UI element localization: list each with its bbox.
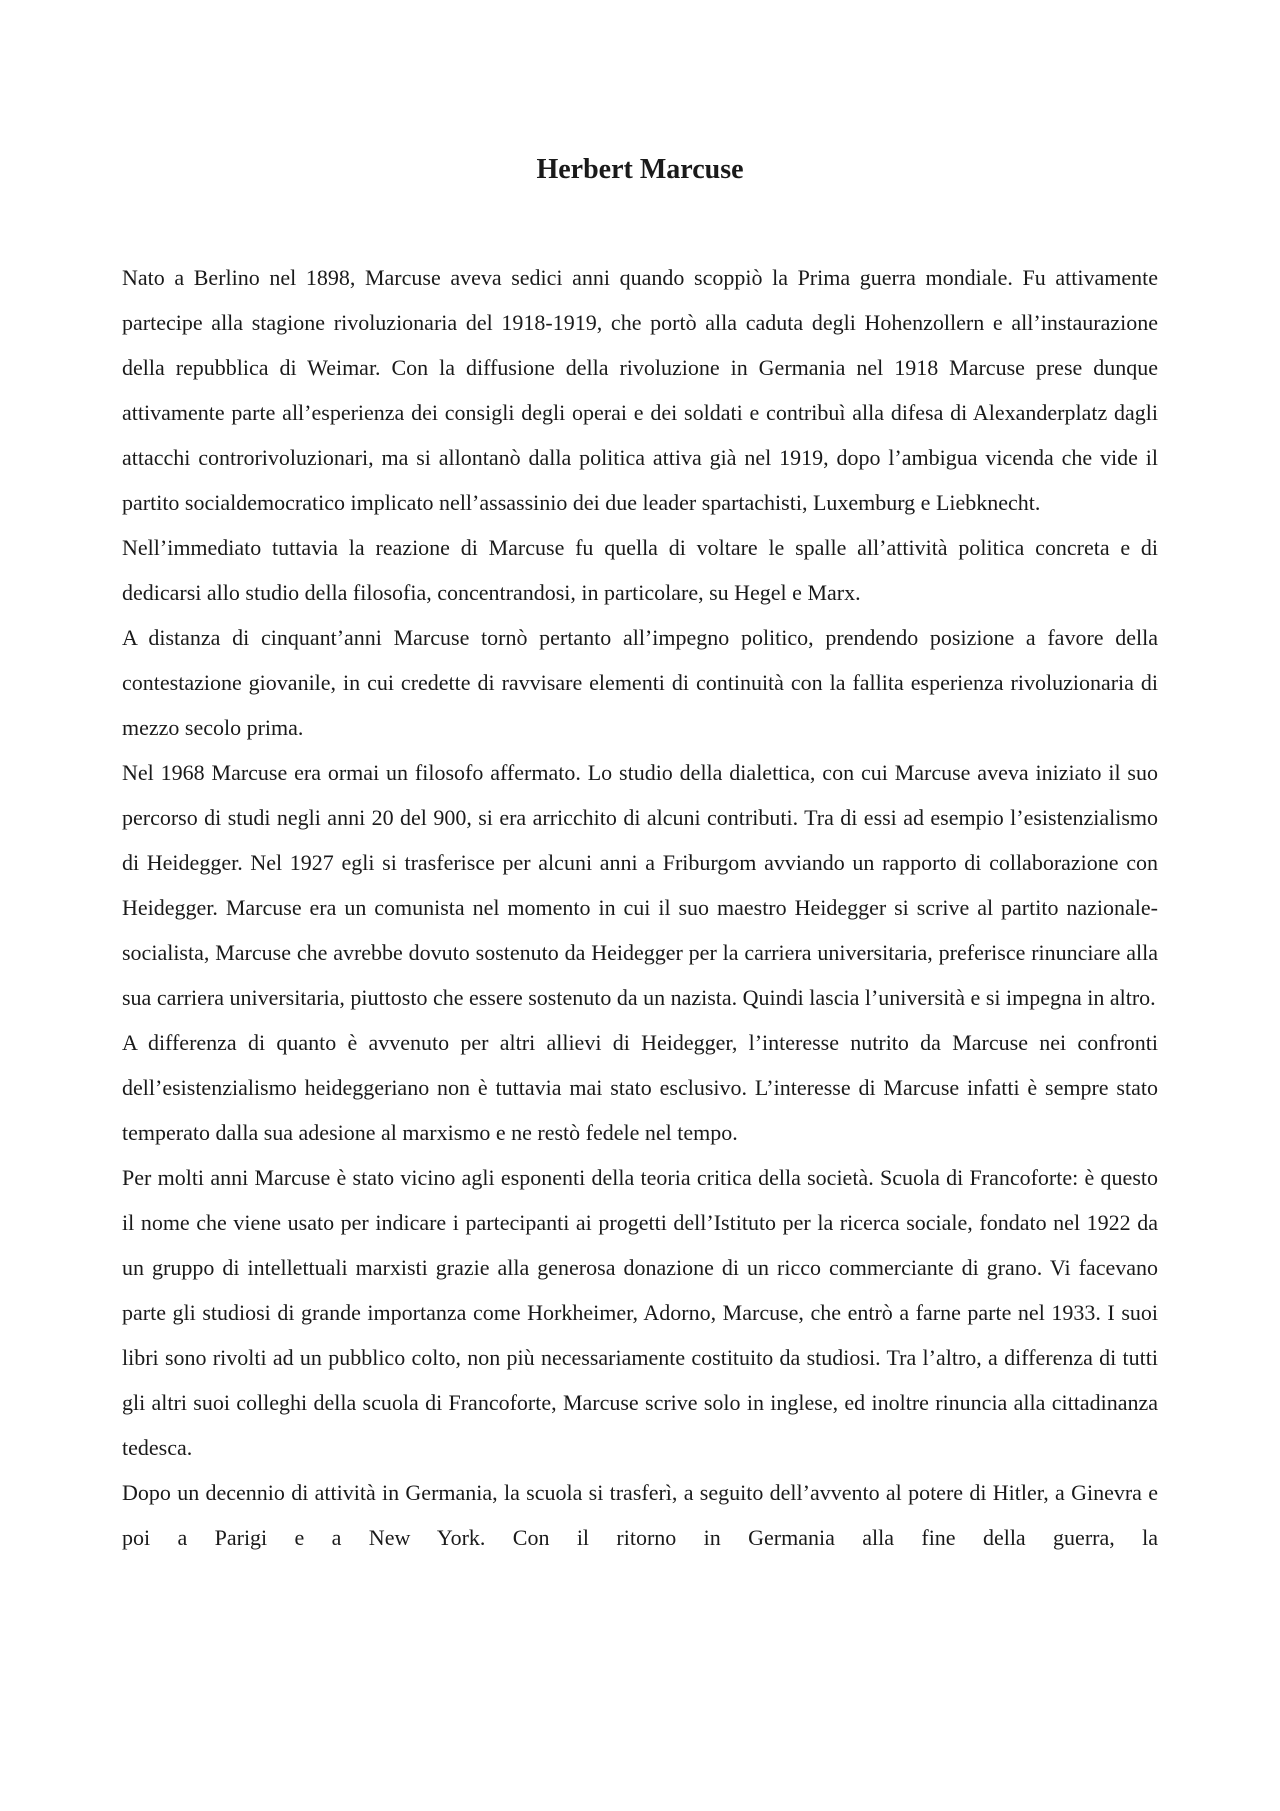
paragraph-4: Nel 1968 Marcuse era ormai un filosofo affermato. Lo studio della dialettica, con cui Marcuse aveva iniziato il suo percorso di studi negli anni 20 del 900, si era arricchito di alcuni contributi. Tra di essi ad esempio l’esistenzialismo di Heidegger. Nel 1927 egli si trasferisce per alcuni anni a Friburgom avviando un rapporto di collaborazione con Heidegger. Marcuse era un comunista nel momento in cui il suo maestro Heidegger si scrive al partito nazionale-socialista, Marcuse che avrebbe dovuto sostenuto da Heidegger per la carriera universitaria, preferisce rinunciare alla sua carriera universitaria, piuttosto che essere sostenuto da un nazista. Quindi lascia l’università e si impegna in altro. <box>122 760 1158 1010</box>
paragraph-6: Per molti anni Marcuse è stato vicino agli esponenti della teoria critica della società. Scuola di Francoforte: è questo il nome che viene usato per indicare i partecipanti ai progetti dell’Istituto per la ricerca sociale, fondato nel 1922 da un gruppo di intellettuali marxisti grazie alla generosa donazione di un ricco commerciante di grano. Vi facevano parte gli studiosi di grande importanza come Horkheimer, Adorno, Marcuse, che entrò a farne parte nel 1933. I suoi libri sono rivolti ad un pubblico colto, non più necessariamente costituito da studiosi. Tra l’altro, a differenza di tutti gli altri suoi colleghi della scuola di Francoforte, Marcuse scrive solo in inglese, ed inoltre rinuncia alla cittadinanza tedesca. <box>122 1165 1158 1460</box>
page-title: Herbert Marcuse <box>536 154 744 185</box>
paragraph-3: A distanza di cinquant’anni Marcuse tornò pertanto all’impegno politico, prendendo posizione a favore della contestazione giovanile, in cui credette di ravvisare elementi di continuità con la fallita esperienza rivoluzionaria di mezzo secolo prima. <box>122 625 1158 740</box>
paragraph-7: Dopo un decennio di attività in Germania, la scuola si trasferì, a seguito dell’avvento al potere di Hitler, a Ginevra e poi a Parigi e a New York. Con il ritorno in Germania alla fine della guerra, la <box>122 1480 1158 1550</box>
document-body <box>122 255 1158 1560</box>
paragraph-2: Nell’immediato tuttavia la reazione di Marcuse fu quella di voltare le spalle all’attività politica concreta e di dedicarsi allo studio della filosofia, concentrandosi, in particolare, su Hegel e Marx. <box>122 535 1158 605</box>
paragraph-5: A differenza di quanto è avvenuto per altri allievi di Heidegger, l’interesse nutrito da Marcuse nei confronti dell’esistenzialismo heideggeriano non è tuttavia mai stato esclusivo. L’interesse di Marcuse infatti è sempre stato temperato dalla sua adesione al marxismo e ne restò fedele nel tempo. <box>122 1030 1158 1145</box>
paragraph-1: Nato a Berlino nel 1898, Marcuse aveva sedici anni quando scoppiò la Prima guerra mondiale. Fu attivamente partecipe alla stagione rivoluzionaria del 1918-1919, che portò alla caduta degli Hohenzollern e all’instaurazione della repubblica di Weimar. Con la diffusione della rivoluzione in Germania nel 1918 Marcuse prese dunque attivamente parte all’esperienza dei consigli degli operai e dei soldati e contribuì alla difesa di Alexanderplatz dagli attacchi controrivoluzionari, ma si allontanò dalla politica attiva già nel 1919, dopo l’ambigua vicenda che vide il partito socialdemocratico implicato nell’assassinio dei due leader spartachisti, Luxemburg e Liebknecht. <box>122 265 1158 515</box>
